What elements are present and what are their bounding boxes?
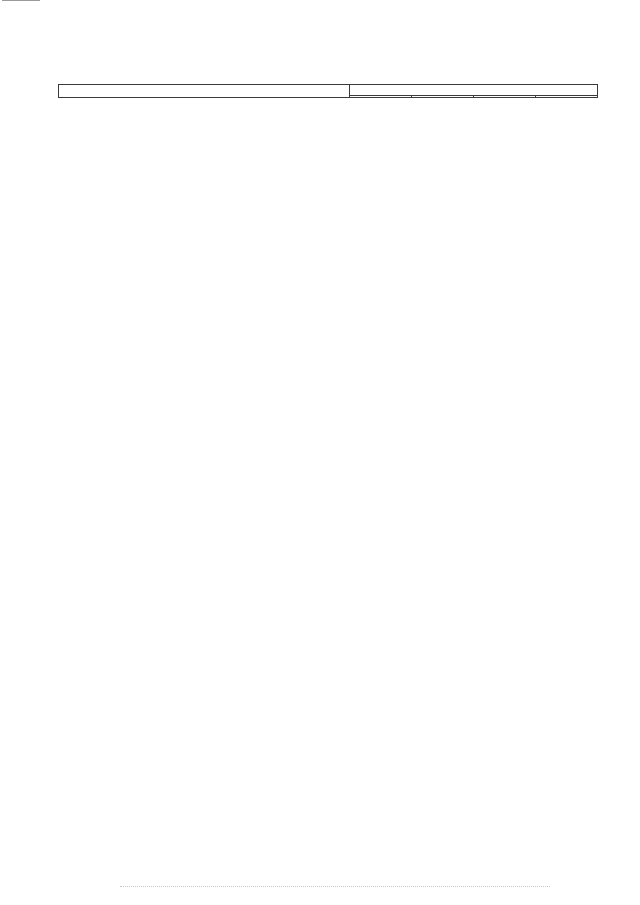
row-header-cell (59, 85, 350, 98)
family-size-cell (350, 95, 412, 97)
family-size-cell (412, 95, 474, 97)
document-body (58, 64, 598, 114)
family-size-cell (536, 95, 598, 97)
family-size-cell (474, 95, 536, 97)
density-table (58, 84, 598, 98)
scan-edge-mark (2, 0, 40, 1)
table-header-row (59, 85, 598, 96)
scan-noise-line (120, 886, 550, 888)
group-header-cell (350, 85, 598, 96)
